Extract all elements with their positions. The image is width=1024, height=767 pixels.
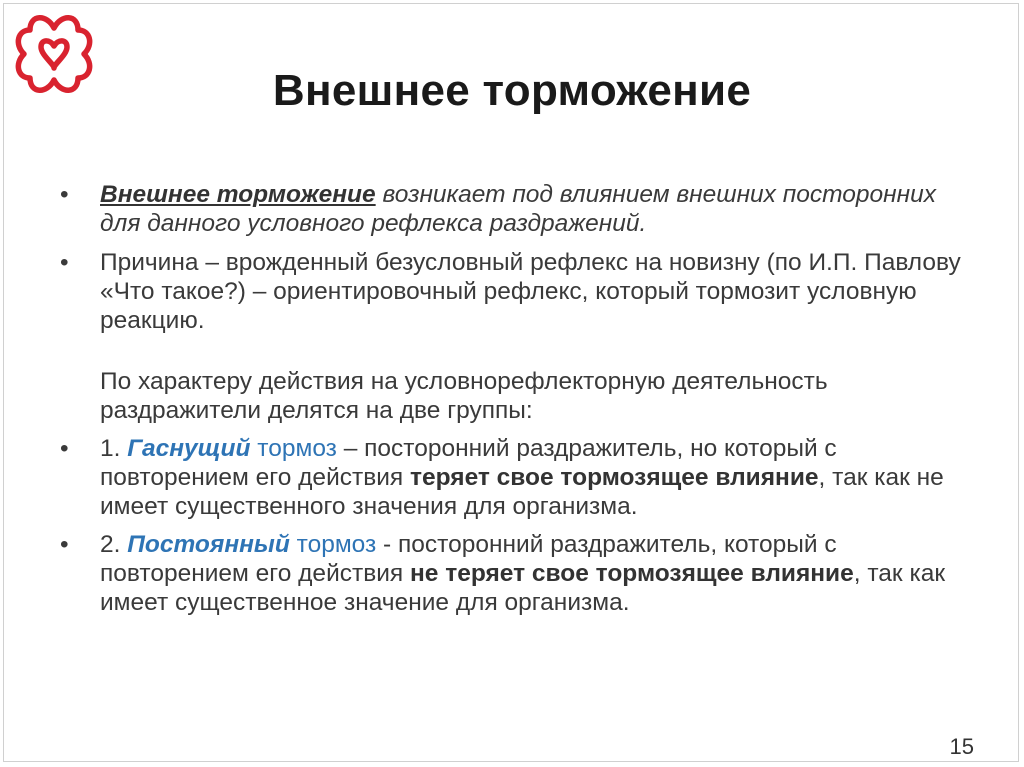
constant-brake-text-end: , так как имеет существенное значение для организма. bbox=[100, 560, 946, 616]
bullet-icon: • bbox=[60, 435, 69, 462]
bullet-item-constant-brake bbox=[60, 530, 980, 617]
item-number: 1. bbox=[100, 435, 128, 462]
term-external-inhibition: Внешнее торможение bbox=[100, 181, 376, 208]
constant-brake-name: Постоянный bbox=[127, 531, 290, 558]
bullet-item-fading-brake bbox=[60, 434, 980, 521]
groups-intro-text: По характеру действия на условнорефлекторную деятельность раздражители делятся на две группы: bbox=[100, 368, 828, 424]
bullet-icon: • bbox=[60, 181, 69, 208]
bullet-icon: • bbox=[60, 531, 69, 558]
fading-brake-bold: теряет свое тормозящее влияние bbox=[410, 464, 819, 491]
groups-intro bbox=[60, 367, 980, 425]
brake-word: тормоз bbox=[289, 531, 377, 558]
fading-brake-name: Гаснущий bbox=[127, 435, 251, 462]
constant-brake-bold: не теряет свое тормозящее влияние bbox=[410, 560, 854, 587]
slide-body bbox=[60, 180, 980, 626]
fading-brake-text: – посторонний раздражитель, но который с повторением его действия bbox=[100, 435, 837, 491]
bullet-item-definition bbox=[60, 180, 980, 238]
slide-title: Внешнее торможение bbox=[272, 66, 752, 115]
constant-brake-text: - посторонний раздражитель, который с повторением его действия bbox=[100, 531, 837, 587]
item-number: 2. bbox=[100, 531, 128, 558]
bullet-item-cause bbox=[60, 248, 980, 335]
definition-text: возникает под влиянием внешних посторонних для данного условного рефлекса раздражений. bbox=[100, 181, 936, 237]
page-number: 15 bbox=[949, 734, 974, 759]
fading-brake-text-end: , так как не имеет существенного значения для организма. bbox=[100, 464, 944, 520]
bullet-icon: • bbox=[60, 249, 69, 276]
cause-text: Причина – врожденный безусловный рефлекс на новизну (по И.П. Павлову «Что такое?) – ориентировочный рефлекс, который тормозит условную реакцию. bbox=[100, 249, 961, 334]
brake-word: тормоз bbox=[250, 435, 337, 462]
